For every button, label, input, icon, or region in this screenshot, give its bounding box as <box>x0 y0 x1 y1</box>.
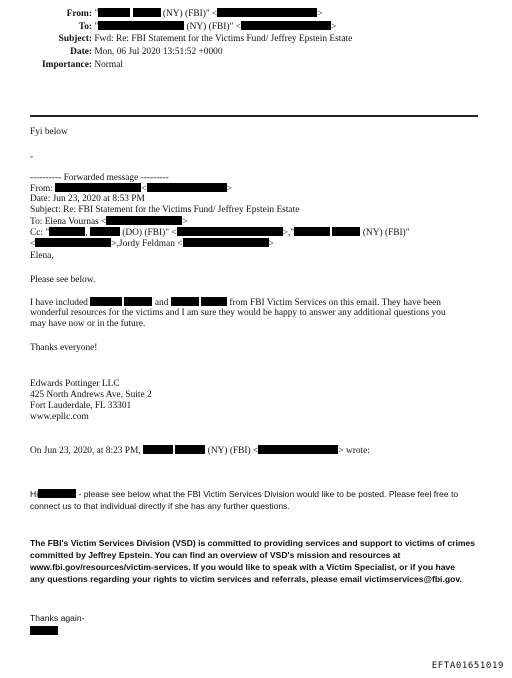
signature-redaction-line <box>30 626 58 638</box>
bates-number: EFTA01651019 <box>431 661 504 671</box>
cc2-line <box>30 238 274 250</box>
cc2-a: < <box>30 239 36 249</box>
from-post: > <box>317 9 323 19</box>
redaction <box>183 238 269 247</box>
signature-address-2: Fort Lauderdale, FL 33301 <box>30 401 132 411</box>
dash-text: - <box>30 152 34 162</box>
hi-line1 <box>30 489 458 500</box>
from-label: From: <box>66 9 92 19</box>
hi-a: Hi <box>30 489 39 499</box>
cc-label: Cc: " <box>30 228 50 238</box>
fwd-from-label: From: <box>30 184 53 194</box>
signature-name: Edwards Pottinger LLC <box>30 379 120 389</box>
hi-line2: connect us to that individual directly if she has any further questions. <box>30 501 290 511</box>
cc-b: (DO) (FBI)" < <box>122 228 177 238</box>
fwd-date: Date: Jun 23, 2020 at 8:53 PM <box>30 194 145 204</box>
fwd-to-text: To: Elena Vournas < <box>30 217 107 227</box>
from-line <box>40 8 323 20</box>
redaction <box>171 297 199 306</box>
redaction <box>217 8 317 17</box>
importance-text: Normal <box>94 60 123 70</box>
redaction <box>30 626 58 635</box>
importance-line <box>40 60 123 71</box>
redaction <box>258 445 338 454</box>
quote-b: (NY) (FBI) < <box>207 446 259 456</box>
redaction <box>201 297 227 306</box>
p1-b: and <box>154 298 169 308</box>
redaction <box>294 227 330 236</box>
redaction <box>147 183 227 192</box>
cc2-c: > <box>268 239 274 249</box>
cc-a: , <box>85 228 88 238</box>
date-text: Mon, 06 Jul 2020 13:51:52 +0000 <box>94 47 223 57</box>
quote-header <box>30 445 370 457</box>
redaction <box>241 21 331 30</box>
redaction <box>124 297 152 306</box>
fyi-text: Fyi below <box>30 127 68 137</box>
p1-line2: wonderful resources for the victims and I am sure they would be happy to answer any additional questions you <box>30 308 446 318</box>
to-post: > <box>330 22 337 32</box>
from-mid: (NY) (FBI)" < <box>162 9 218 19</box>
redaction <box>175 445 205 454</box>
vsd-line3: www.fbi.gov/resources/victim-services. If you would like to speak with a Victim Specialist, or if you have <box>30 562 456 572</box>
cc2-b: >,Jordy Feldman < <box>111 239 183 249</box>
to-line <box>40 21 336 33</box>
to-label: To: <box>78 22 92 32</box>
quote-c: > wrote: <box>338 446 370 456</box>
from-quote: " <box>94 9 99 19</box>
fwd-subject: Subject: Re: FBI Statement for the Victims Fund/ Jeffrey Epstein Estate <box>30 205 300 215</box>
hi-b: - please see below what the FBI Victim Services Division would like to be posted. Please feel free to <box>78 489 459 499</box>
please-see-below: Please see below. <box>30 275 96 285</box>
p1-a: I have included <box>30 298 88 308</box>
date-label: Date: <box>70 47 92 57</box>
redaction <box>38 489 76 498</box>
redaction <box>143 445 173 454</box>
quote-a: On Jun 23, 2020, at 8:23 PM, <box>30 446 141 456</box>
redaction <box>177 227 283 236</box>
p1-line3: may have now or in the future. <box>30 319 146 329</box>
subject-label: Subject: <box>58 34 92 44</box>
redaction <box>55 183 141 192</box>
greeting: Elena, <box>30 251 54 261</box>
redaction <box>35 238 111 247</box>
subject-text: Fwd: Re: FBI Statement for the Victims Fund/ Jeffrey Epstein Estate <box>94 34 353 44</box>
thanks-again: Thanks again- <box>30 613 85 623</box>
redaction <box>133 8 161 17</box>
redaction <box>332 227 360 236</box>
signature-address-1: 425 North Andrews Ave, Suite 2 <box>30 390 152 400</box>
fwd-from-mid: < <box>141 184 147 194</box>
header-divider <box>30 115 478 117</box>
vsd-line4: any questions regarding your rights to victim services and referrals, please email victimservices@fbi.gov. <box>30 574 462 584</box>
subject-line <box>40 34 352 45</box>
signature-website[interactable]: www.epllc.com <box>30 412 89 422</box>
forwarded-header: ---------- Forwarded message --------- <box>30 173 169 183</box>
fwd-from-post: > <box>226 184 232 194</box>
to-mid: (NY) (FBI)" < <box>186 22 241 32</box>
importance-label: Importance: <box>42 60 92 70</box>
fwd-to-post: > <box>182 217 188 227</box>
redaction <box>90 227 120 236</box>
p1-c: from FBI Victim Services on this email. They have been <box>229 298 441 308</box>
redaction <box>90 297 122 306</box>
redaction <box>98 8 130 17</box>
thanks-everyone: Thanks everyone! <box>30 343 98 353</box>
cc-c: >," <box>282 228 295 238</box>
date-line <box>40 47 223 58</box>
redaction <box>98 21 184 30</box>
vsd-line1: The FBI's Victim Services Division (VSD) is committed to providing services and support to victims of crimes <box>30 538 476 548</box>
cc-d: (NY) (FBI)" <box>362 228 410 238</box>
to-quote: " <box>94 22 99 32</box>
redaction <box>106 216 182 225</box>
vsd-line2: committed by Jeffrey Epstein. You can find an overview of VSD's mission and resources at <box>30 550 401 560</box>
redaction <box>49 227 88 238</box>
